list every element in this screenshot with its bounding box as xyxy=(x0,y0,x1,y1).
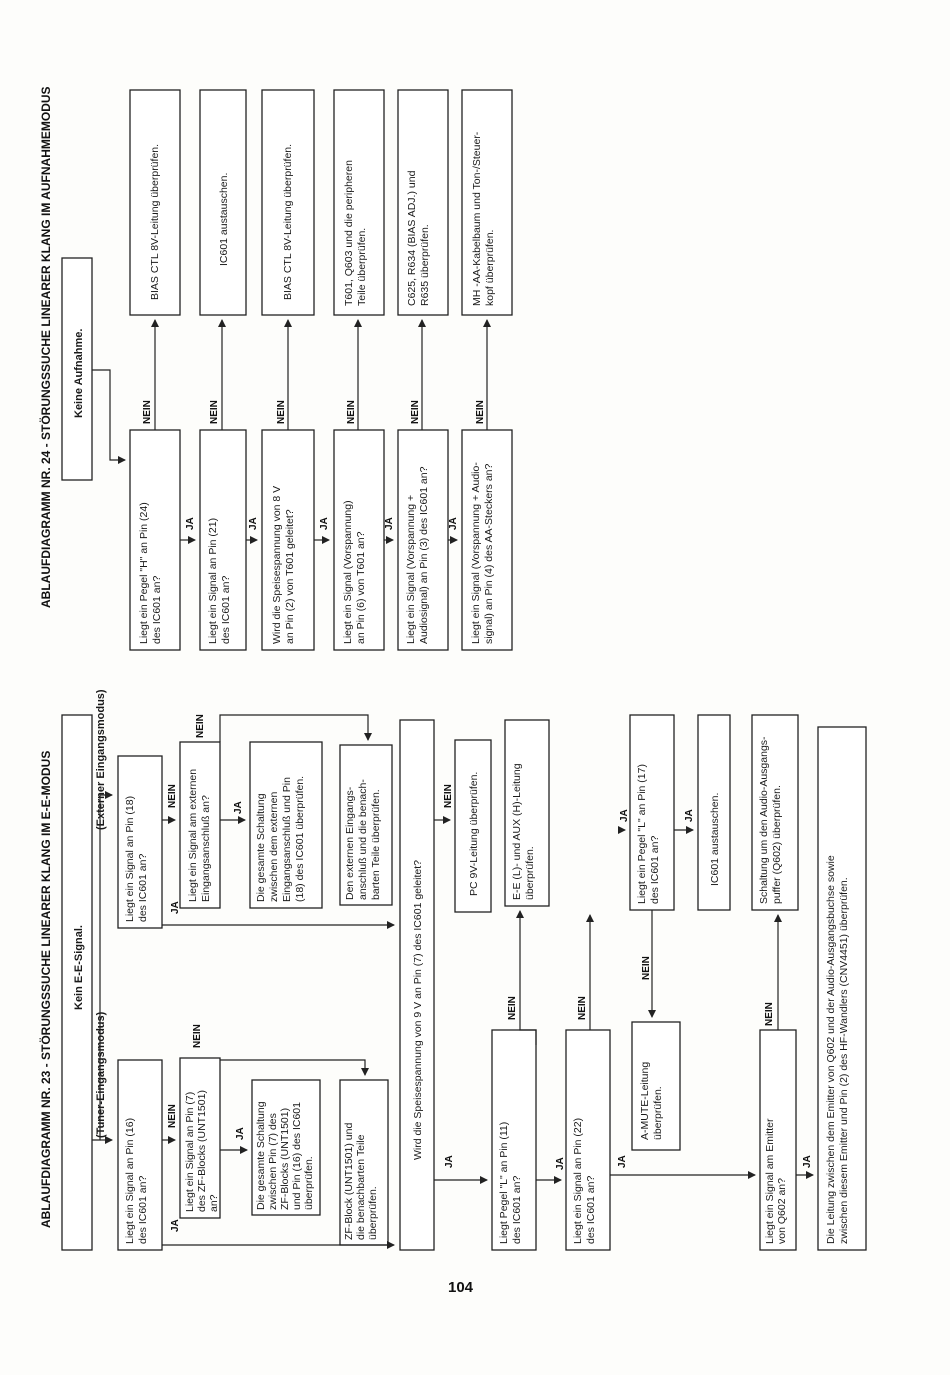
d23-q-emitter-text: Liegt ein Signal am Emittervon Q602 an? xyxy=(764,1118,788,1244)
diagram24-title: ABLAUFDIAGRAMM NR. 24 - STÖRUNGSSUCHE LINEARER KLANG IM AUFNAHMEMODUS xyxy=(39,86,53,608)
d23-label-no-2: NEIN xyxy=(192,1024,203,1048)
d23-label-no-4: NEIN xyxy=(195,714,206,738)
d23-label-no-7: NEIN xyxy=(577,996,588,1020)
d24-a5-text: C625, R634 (BIAS ADJ.) undR635 überprüfen. xyxy=(406,170,431,306)
d23-label-yes-6: JA xyxy=(555,1157,566,1170)
d23-q18-text: Liegt ein Signal an Pin (18)des IC601 an? xyxy=(124,795,149,922)
d24-a1-text: BIAS CTL 8V-Leitung überprüfen. xyxy=(149,143,161,300)
d23-label-no-5: NEIN xyxy=(443,784,454,808)
d23-q16-text: Liegt ein Signal an Pin (16)des IC601 an? xyxy=(124,1117,149,1244)
d23-q9v-text: Wird die Speisespannung von 9 V an Pin (7) des IC601 geleitet? xyxy=(412,859,424,1160)
d23-label-yes-4: JA xyxy=(233,801,244,814)
d23-label-no-8: NEIN xyxy=(641,956,652,980)
d23-label-yes-10: JA xyxy=(802,1155,813,1168)
d23-a-unt-text: ZF-Block (UNT1501) unddie benachbarten Teileüberprüfen. xyxy=(343,1122,379,1240)
d23-label-no-6: NEIN xyxy=(507,996,518,1020)
d24-q5-text: Liegt ein Signal (Vorspannung +Audiosignal) an Pin (3) des IC601 an? xyxy=(405,466,430,644)
d23-label-no-1: NEIN xyxy=(167,1104,178,1128)
d24-q3-text: Wird die Speisespannung von 8 Van Pin (2) von T601 geleitet? xyxy=(271,485,296,644)
d23-label-no-9: NEIN xyxy=(764,1002,775,1026)
d24-q4-text: Liegt ein Signal (Vorspannung)an Pin (6) von T601 an? xyxy=(342,500,367,644)
d23-a-final-text: Die Leitung zwischen dem Emitter von Q602 und der Audio-Ausgangsbuchse sowiezwischen diesem Emitter und Pin (2) des HF-Wandlers (CNV4451) überprüfen. xyxy=(825,855,850,1244)
d23-a-buffer-text: Schaltung um den Audio-Ausgangs-puffer (Q602) überprüfen. xyxy=(758,736,783,904)
d24-label-no-3: NEIN xyxy=(276,400,287,424)
d24-a4-text: T601, Q603 und die peripherenTeile überprüfen. xyxy=(343,160,368,306)
d23-a-ic601-text: IC601 austauschen. xyxy=(709,792,721,886)
d24-label-no-5: NEIN xyxy=(410,400,421,424)
d24-label-yes-5: JA xyxy=(448,517,459,530)
d23-a-pc9v-text: PC 9V-Leitung überprüfen. xyxy=(468,771,480,896)
d23-q-ext-text: Liegt ein Signal am externenEingangsanschluß an? xyxy=(187,768,212,902)
d24-start-label: Keine Aufnahme. xyxy=(73,328,85,418)
d24-label-no-6: NEIN xyxy=(475,400,486,424)
d23-a-ee-text: E-E (L)- und AUX (H)-Leitungüberprüfen. xyxy=(511,763,536,900)
d23-a-ext-circuit-text: Die gesamte Schaltungzwischen dem externenEingangsanschluß und Pin(18) des IC601 überprüfen. xyxy=(255,775,306,902)
d24-a2-text: IC601 austauschen. xyxy=(218,172,230,266)
d24-label-yes-1: JA xyxy=(185,517,196,530)
d23-label-yes-5: JA xyxy=(444,1155,455,1168)
d24-q6-text: Liegt ein Signal (Vorspannung + Audio-signal) an Pin (4) des AA-Steckers an? xyxy=(470,462,495,644)
d24-label-yes-3: JA xyxy=(319,517,330,530)
d24-label-yes-2: JA xyxy=(248,517,259,530)
d23-label-yes-2: JA xyxy=(235,1127,246,1140)
d24-label-no-2: NEIN xyxy=(209,400,220,424)
d23-label-yes-8: JA xyxy=(684,809,695,822)
d24-a3-text: BIAS CTL 8V-Leitung überprüfen. xyxy=(282,143,294,300)
page-number: 104 xyxy=(448,1279,474,1296)
d23-q7-text: Liegt ein Signal an Pin (7)des ZF-Blocks (UNT1501)an? xyxy=(184,1090,220,1212)
d23-mode-external: (Externer Eingangsmodus) xyxy=(95,689,107,830)
diagram-23 xyxy=(38,689,866,1250)
d23-label-yes-1: JA xyxy=(170,1219,181,1232)
d24-q1-text: Liegt ein Pegel "H" an Pin (24)des IC601 an? xyxy=(138,502,163,644)
diagram-24 xyxy=(38,86,512,650)
d23-a-ext-parts-text: Den externen Eingangs-anschluß und die benach-barten Teile überprüfen. xyxy=(344,779,382,900)
d23-a-mute-text: A-MUTE-Leitungüberprüfen. xyxy=(639,1061,664,1140)
d23-label-yes-3: JA xyxy=(170,901,181,914)
d24-label-yes-4: JA xyxy=(384,517,395,530)
d23-a-zf-text: Die gesamte Schaltungzwischen Pin (7) desZF-Blocks (UNT1501)und Pin (16) des IC601überprüfen. xyxy=(255,1101,315,1210)
d23-label-no-3: NEIN xyxy=(167,784,178,808)
d24-label-no-1: NEIN xyxy=(142,400,153,424)
d23-label-yes-9: JA xyxy=(617,1155,628,1168)
d23-mode-tuner: (Tuner-Eingangsmodus) xyxy=(95,1011,107,1138)
d23-q17-text: Liegt ein Pegel "L" an Pin (17)des IC601 an? xyxy=(636,764,661,904)
d24-q2-text: Liegt ein Signal an Pin (21)des IC601 an? xyxy=(207,517,232,644)
diagram23-title: ABLAUFDIAGRAMM NR. 23 - STÖRUNGSSUCHE LINEARER KLANG IM E-E-MODUS xyxy=(39,750,53,1228)
d23-q22-text: Liegt ein Signal an Pin (22)des IC601 an? xyxy=(572,1117,597,1244)
d23-q11-text: Liegt Pegel "L" an Pin (11)des IC601 an? xyxy=(498,1121,523,1244)
d23-label-yes-7: JA xyxy=(619,809,630,822)
d24-a6-text: MH -AA-Kabelbaum und Ton-/Steuer-kopf überprüfen. xyxy=(471,131,496,306)
d24-label-no-4: NEIN xyxy=(346,400,357,424)
d23-start-label: Kein E-E-Signal. xyxy=(73,925,85,1010)
